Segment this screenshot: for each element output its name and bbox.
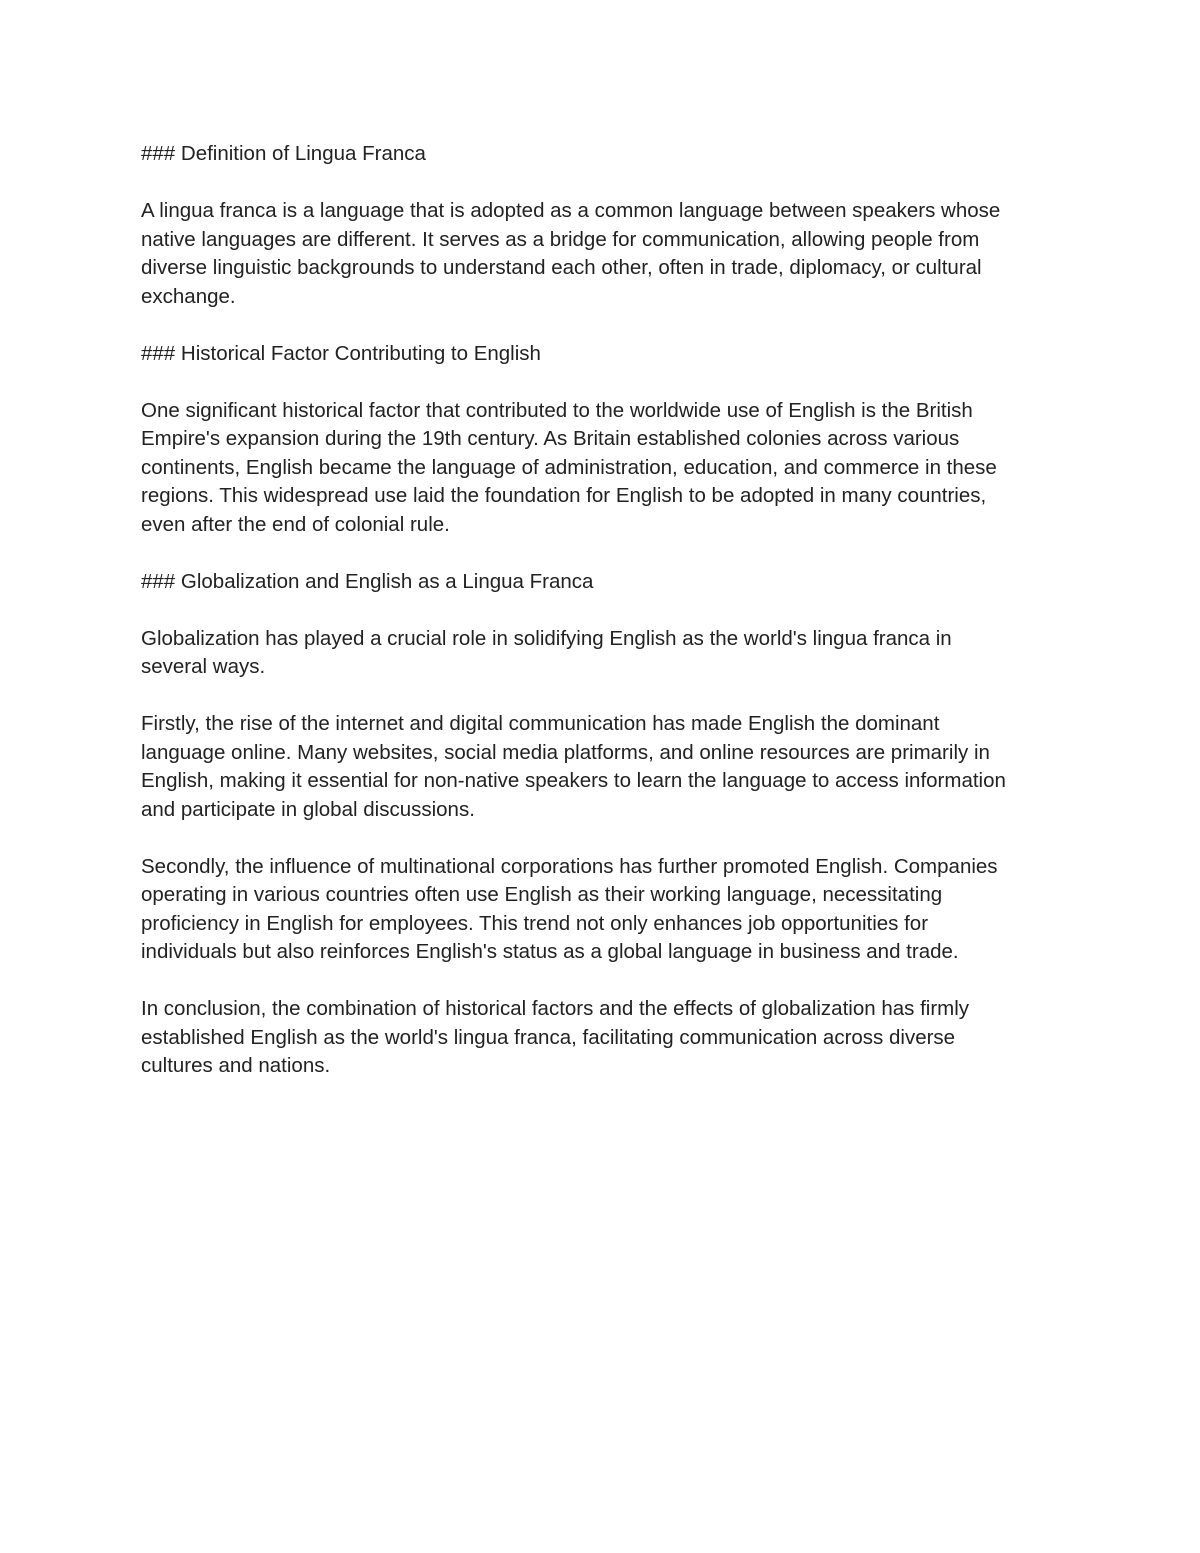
paragraph bbox=[141, 625, 1061, 682]
paragraph-line: exchange. bbox=[141, 284, 236, 308]
paragraph-line: even after the end of colonial rule. bbox=[141, 512, 450, 536]
paragraph-line: Firstly, the rise of the internet and digital communication has made English the dominant bbox=[141, 712, 940, 735]
paragraph-line: and participate in global discussions. bbox=[141, 797, 475, 821]
section-heading bbox=[141, 340, 1061, 369]
heading-text: ### Definition of Lingua Franca bbox=[141, 142, 426, 165]
paragraph-line: established English as the world's lingua franca, facilitating communication across diverse bbox=[141, 1025, 956, 1049]
paragraph-line: regions. This widespread use laid the foundation for English to be adopted in many countries, bbox=[141, 484, 987, 507]
paragraph-line: Globalization has played a crucial role in solidifying English as the world's lingua franca in bbox=[141, 626, 952, 650]
paragraph bbox=[141, 995, 1061, 1081]
paragraph-line: In conclusion, the combination of historical factors and the effects of globalization has firmly bbox=[141, 997, 970, 1020]
section-heading bbox=[141, 568, 1061, 597]
paragraph-line: Empire's expansion during the 19th century. As Britain established colonies across various bbox=[141, 427, 960, 450]
heading-text: ### Historical Factor Contributing to English bbox=[141, 341, 541, 365]
heading-text: ### Globalization and English as a Lingua Franca bbox=[141, 569, 594, 593]
paragraph bbox=[141, 197, 1061, 311]
section-heading bbox=[141, 140, 1061, 169]
paragraph-line: Secondly, the influence of multinational corporations has further promoted English. Companies bbox=[141, 854, 998, 878]
paragraph-line: individuals but also reinforces English's status as a global language in business and trade. bbox=[141, 940, 959, 963]
paragraph bbox=[141, 853, 1061, 967]
paragraph-line: diverse linguistic backgrounds to understand each other, often in trade, diplomacy, or cultural bbox=[141, 256, 982, 279]
paragraph-line: proficiency in English for employees. This trend not only enhances job opportunities for bbox=[141, 911, 929, 935]
paragraph-line: English, making it essential for non-native speakers to learn the language to access information bbox=[141, 769, 1006, 792]
paragraph-line: One significant historical factor that contributed to the worldwide use of English is the British bbox=[141, 398, 973, 422]
paragraph-line: A lingua franca is a language that is adopted as a common language between speakers whose bbox=[141, 199, 1001, 222]
document-body bbox=[141, 140, 1061, 1109]
paragraph-line: cultures and nations. bbox=[141, 1054, 331, 1077]
paragraph-line: continents, English became the language of administration, education, and commerce in these bbox=[141, 455, 997, 479]
paragraph-line: operating in various countries often use English as their working language, necessitating bbox=[141, 883, 943, 906]
paragraph bbox=[141, 397, 1061, 540]
paragraph-line: several ways. bbox=[141, 655, 266, 678]
paragraph bbox=[141, 710, 1061, 824]
paragraph-line: language online. Many websites, social media platforms, and online resources are primarily in bbox=[141, 740, 990, 764]
paragraph-line: native languages are different. It serves as a bridge for communication, allowing people from bbox=[141, 227, 980, 251]
